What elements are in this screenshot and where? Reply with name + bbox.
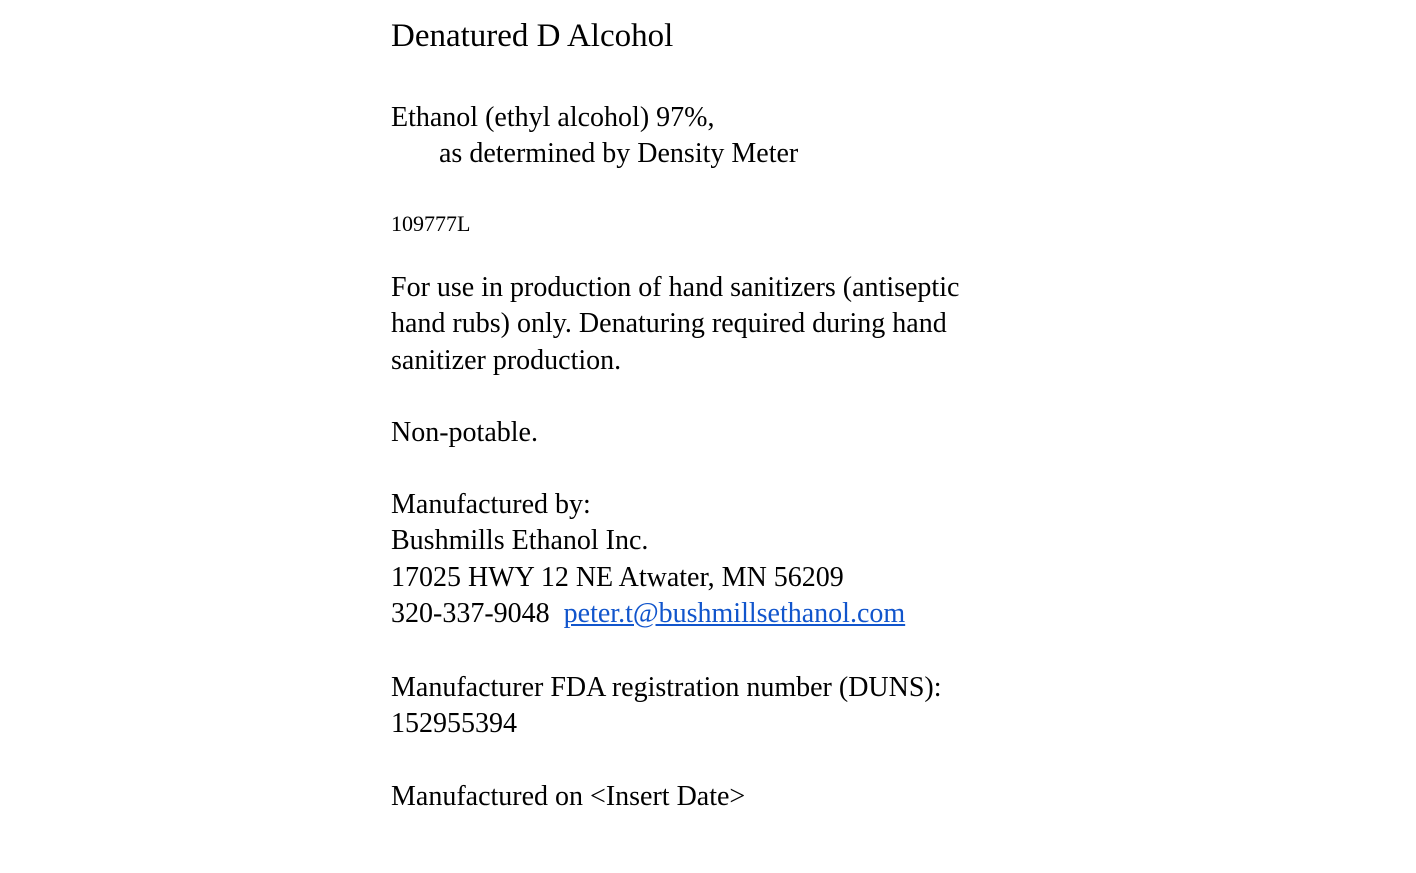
registration-block [391,670,942,743]
manufactured-on: Manufactured on <Insert Date> [391,781,746,812]
usage-line-2: hand rubs) only. Denaturing required during hand [391,308,947,340]
manufacturer-phone: 320-337-9048 [391,597,550,629]
manufacturer-contact [391,596,905,632]
composition-line-2: as determined by Density Meter [439,138,799,170]
usage-line-1: For use in production of hand sanitizers (antiseptic [391,272,960,303]
manufacturer-block [391,487,905,632]
document-title: Denatured D Alcohol [391,18,674,54]
manufacturer-name: Bushmills Ethanol Inc. [391,525,649,557]
manufacturer-address: 17025 HWY 12 NE Atwater, MN 56209 [391,561,844,593]
lot-code: 109777L [391,211,471,236]
manufacturer-heading: Manufactured by: [391,489,591,520]
potability-note: Non-potable. [391,417,538,448]
usage-block [391,270,959,379]
composition-line-1: Ethanol (ethyl alcohol) 97%, [391,102,715,133]
registration-number: 152955394 [391,708,517,740]
registration-label: Manufacturer FDA registration number (DUNS): [391,672,942,703]
usage-line-3: sanitizer production. [391,344,622,376]
manufacturer-email-link[interactable]: peter.t@bushmillsethanol.com [563,597,906,629]
composition-block [391,100,798,173]
